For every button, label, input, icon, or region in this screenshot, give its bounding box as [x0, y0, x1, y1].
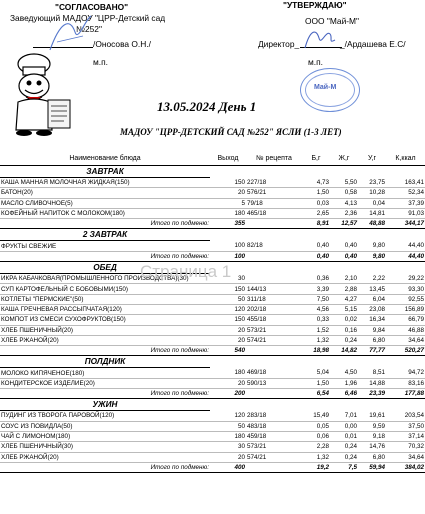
- dish-name-cell: ФРУКТЫ СВЕЖИЕ: [0, 241, 210, 251]
- value-cell: 455/18: [246, 315, 302, 325]
- director-label: Директор_: [258, 39, 300, 49]
- col-header-output: Выход: [210, 151, 246, 166]
- menu-table: [0, 151, 425, 473]
- value-cell: 2,88: [330, 284, 358, 294]
- value-cell: 37,39: [386, 198, 425, 208]
- total-label-cell: Итого по подменю:: [0, 219, 210, 229]
- col-header-dish: Наименование блюда: [0, 151, 210, 166]
- value-cell: 30: [210, 442, 246, 452]
- value-cell: 0,24: [330, 452, 358, 462]
- value-cell: 9,18: [358, 431, 386, 441]
- value-cell: 0,24: [330, 335, 358, 345]
- value-cell: 150: [210, 315, 246, 325]
- table-row: [0, 188, 425, 198]
- section-title: ОБЕД: [0, 262, 210, 274]
- section-row: [0, 166, 425, 178]
- table-row: [0, 442, 425, 452]
- total-value-cell: 344,17: [386, 219, 425, 229]
- total-value-cell: 0,40: [302, 251, 330, 261]
- value-cell: 1,96: [330, 378, 358, 388]
- dish-name-cell: КАША ГРЕЧНЕВАЯ РАССЫПЧАТАЯ(120): [0, 304, 210, 314]
- value-cell: 0,16: [330, 325, 358, 335]
- value-cell: 46,88: [386, 325, 425, 335]
- total-label-cell: Итого по подменю:: [0, 389, 210, 399]
- table-row: [0, 198, 425, 208]
- value-cell: 1,50: [302, 188, 330, 198]
- value-cell: 4,73: [302, 178, 330, 188]
- value-cell: 0,02: [330, 315, 358, 325]
- total-value-cell: 14,82: [330, 346, 358, 356]
- value-cell: 469/18: [246, 368, 302, 378]
- value-cell: 70,32: [386, 442, 425, 452]
- total-value-cell: [246, 462, 302, 472]
- value-cell: 94,72: [386, 368, 425, 378]
- signature-right: [302, 26, 338, 52]
- value-cell: 459/18: [246, 431, 302, 441]
- value-cell: 4,56: [302, 304, 330, 314]
- value-cell: 30: [210, 274, 246, 284]
- section-row: [0, 399, 425, 411]
- value-cell: 1,32: [302, 335, 330, 345]
- value-cell: 0,03: [302, 198, 330, 208]
- table-row: [0, 274, 425, 284]
- value-cell: 163,41: [386, 178, 425, 188]
- section-row: [0, 262, 425, 274]
- value-cell: 0,04: [358, 198, 386, 208]
- total-value-cell: 19,2: [302, 462, 330, 472]
- mp-left: м.п.: [93, 57, 108, 67]
- total-value-cell: 400: [210, 462, 246, 472]
- total-label-cell: Итого по подменю:: [0, 346, 210, 356]
- value-cell: 6,04: [358, 294, 386, 304]
- value-cell: 0,58: [330, 188, 358, 198]
- org-left-number: №252": [76, 24, 102, 34]
- value-cell: 2,10: [330, 274, 358, 284]
- total-value-cell: [246, 389, 302, 399]
- value-cell: 144/13: [246, 284, 302, 294]
- total-value-cell: 77,77: [358, 346, 386, 356]
- institution-title: МАДОУ "ЦРР-ДЕТСКИЙ САД №252" ЯСЛИ (1-3 ЛЕТ): [120, 127, 342, 137]
- value-cell: 465/18: [246, 208, 302, 218]
- total-label-cell: Итого по подменю:: [0, 462, 210, 472]
- total-label-cell: Итого по подменю:: [0, 251, 210, 261]
- total-value-cell: 8,91: [302, 219, 330, 229]
- value-cell: 4,50: [330, 368, 358, 378]
- value-cell: 10,28: [358, 188, 386, 198]
- dish-name-cell: МОЛОКО КИПЯЧЕНОЕ(180): [0, 368, 210, 378]
- value-cell: 82/18: [246, 241, 302, 251]
- value-cell: 4,27: [330, 294, 358, 304]
- value-cell: 79/18: [246, 198, 302, 208]
- value-cell: 180: [210, 431, 246, 441]
- value-cell: 2,36: [330, 208, 358, 218]
- total-value-cell: [246, 251, 302, 261]
- dish-name-cell: БАТОН(20): [0, 188, 210, 198]
- dish-name-cell: СОУС ИЗ ПОВИДЛА(50): [0, 421, 210, 431]
- total-value-cell: 200: [210, 389, 246, 399]
- table-row: [0, 294, 425, 304]
- value-cell: 3,39: [302, 284, 330, 294]
- total-value-cell: 540: [210, 346, 246, 356]
- table-row: [0, 378, 425, 388]
- value-cell: 20: [210, 452, 246, 462]
- value-cell: 0,40: [302, 241, 330, 251]
- value-cell: 9,59: [358, 421, 386, 431]
- page-watermark: Страница 1: [140, 262, 232, 281]
- approved-right-heading: "УТВЕРЖДАЮ": [283, 0, 347, 10]
- total-row: [0, 389, 425, 399]
- table-row: [0, 284, 425, 294]
- dish-name-cell: ПУДИНГ ИЗ ТВОРОГА ПАРОВОЙ(120): [0, 411, 210, 421]
- table-row: [0, 241, 425, 251]
- value-cell: 573/21: [246, 442, 302, 452]
- value-cell: 34,64: [386, 335, 425, 345]
- dish-name-cell: СУП КАРТОФЕЛЬНЫЙ С БОБОВЫМИ(150): [0, 284, 210, 294]
- section-title: 2 ЗАВТРАК: [0, 229, 210, 241]
- dish-name-cell: ХЛЕБ ПШЕНИЧНЫЙ(30): [0, 442, 210, 452]
- value-cell: 37,50: [386, 421, 425, 431]
- value-cell: 5: [210, 198, 246, 208]
- value-cell: 180: [210, 368, 246, 378]
- stamp: [300, 68, 360, 112]
- value-cell: 8,51: [358, 368, 386, 378]
- chef-mascot-icon: [4, 50, 76, 138]
- value-cell: 83,16: [386, 378, 425, 388]
- value-cell: 15,49: [302, 411, 330, 421]
- value-cell: 6,80: [358, 335, 386, 345]
- table-row: [0, 431, 425, 441]
- section-title: ПОЛДНИК: [0, 356, 210, 368]
- sign-left-name: /Оносова О.Н./: [93, 39, 151, 49]
- signature-left: [45, 12, 95, 54]
- value-cell: 50: [210, 421, 246, 431]
- dish-name-cell: ХЛЕБ РЖАНОЙ(20): [0, 335, 210, 345]
- value-cell: 29,22: [386, 274, 425, 284]
- value-cell: 576/21: [246, 188, 302, 198]
- value-cell: 23,75: [358, 178, 386, 188]
- table-row: [0, 421, 425, 431]
- dish-name-cell: КОФЕЙНЫЙ НАПИТОК С МОЛОКОМ(180): [0, 208, 210, 218]
- value-cell: 9,80: [358, 241, 386, 251]
- value-cell: 120: [210, 304, 246, 314]
- value-cell: 20: [210, 325, 246, 335]
- total-value-cell: 100: [210, 251, 246, 261]
- total-value-cell: 520,27: [386, 346, 425, 356]
- value-cell: 23,08: [358, 304, 386, 314]
- col-header-protein: Б,г: [302, 151, 330, 166]
- sign-right-name: _/Ардашева Е.С/: [340, 39, 406, 49]
- table-row: [0, 411, 425, 421]
- total-value-cell: 7,5: [330, 462, 358, 472]
- total-value-cell: 6,46: [330, 389, 358, 399]
- total-value-cell: 0,40: [330, 251, 358, 261]
- total-row: [0, 251, 425, 261]
- table-header-row: [0, 151, 425, 166]
- value-cell: 150: [210, 284, 246, 294]
- value-cell: 2,65: [302, 208, 330, 218]
- value-cell: 203,54: [386, 411, 425, 421]
- total-value-cell: 355: [210, 219, 246, 229]
- dish-name-cell: КОТЛЕТЫ "ПЕРМСКИЕ"(50): [0, 294, 210, 304]
- stamp-text: Май-М: [314, 84, 337, 91]
- total-value-cell: 44,40: [386, 251, 425, 261]
- value-cell: 0,36: [302, 274, 330, 284]
- value-cell: 1,50: [302, 378, 330, 388]
- table-row: [0, 304, 425, 314]
- total-value-cell: [246, 219, 302, 229]
- value-cell: 7,50: [302, 294, 330, 304]
- value-cell: 91,03: [386, 208, 425, 218]
- org-right-name: ООО "Май-М": [305, 16, 359, 26]
- value-cell: 0,00: [330, 421, 358, 431]
- value-cell: 590/13: [246, 378, 302, 388]
- value-cell: 0,06: [302, 431, 330, 441]
- value-cell: 574/21: [246, 452, 302, 462]
- value-cell: 150: [210, 178, 246, 188]
- value-cell: 14,76: [358, 442, 386, 452]
- total-value-cell: 59,94: [358, 462, 386, 472]
- total-row: [0, 462, 425, 472]
- value-cell: 227/18: [246, 178, 302, 188]
- value-cell: 52,34: [386, 188, 425, 198]
- dish-name-cell: ХЛЕБ ПШЕНИЧНЫЙ(20): [0, 325, 210, 335]
- value-cell: 0,01: [330, 431, 358, 441]
- value-cell: 13,45: [358, 284, 386, 294]
- value-cell: 5,15: [330, 304, 358, 314]
- value-cell: 180: [210, 208, 246, 218]
- value-cell: 1,32: [302, 452, 330, 462]
- value-cell: 311/18: [246, 294, 302, 304]
- total-row: [0, 346, 425, 356]
- dish-name-cell: ХЛЕБ РЖАНОЙ(20): [0, 452, 210, 462]
- value-cell: 9,84: [358, 325, 386, 335]
- value-cell: 100: [210, 241, 246, 251]
- org-left-name: Заведующий МАДОУ "ЦРР-Детский сад: [10, 13, 166, 23]
- value-cell: 0,33: [302, 315, 330, 325]
- value-cell: 120: [210, 411, 246, 421]
- value-cell: 50: [210, 294, 246, 304]
- dish-name-cell: ИКРА КАБАЧКОВАЯ(ПРОМЫШЛЕННОГО ПРОИЗВОДСТВА)(30): [0, 274, 210, 284]
- value-cell: 1,52: [302, 325, 330, 335]
- value-cell: 573/21: [246, 325, 302, 335]
- value-cell: 0,05: [302, 421, 330, 431]
- col-header-carbs: У,г: [358, 151, 386, 166]
- section-row: [0, 356, 425, 368]
- table-row: [0, 315, 425, 325]
- total-value-cell: 12,57: [330, 219, 358, 229]
- col-header-kcal: К,ккал: [386, 151, 425, 166]
- total-value-cell: 9,80: [358, 251, 386, 261]
- total-value-cell: 177,88: [386, 389, 425, 399]
- dish-name-cell: КАША МАННАЯ МОЛОЧНАЯ ЖИДКАЯ(150): [0, 178, 210, 188]
- value-cell: 202/18: [246, 304, 302, 314]
- section-title: УЖИН: [0, 399, 210, 411]
- value-cell: 7,01: [330, 411, 358, 421]
- value-cell: 14,81: [358, 208, 386, 218]
- value-cell: 483/18: [246, 421, 302, 431]
- total-row: [0, 219, 425, 229]
- dish-name-cell: ЧАЙ С ЛИМОНОМ(180): [0, 431, 210, 441]
- col-header-recipe: № рецепта: [246, 151, 302, 166]
- section-row: [0, 229, 425, 241]
- value-cell: 44,40: [386, 241, 425, 251]
- dish-name-cell: КОНДИТЕРСКОЕ ИЗДЕЛИЕ(20): [0, 378, 210, 388]
- total-value-cell: 18,98: [302, 346, 330, 356]
- value-cell: 2,22: [358, 274, 386, 284]
- value-cell: 93,30: [386, 284, 425, 294]
- mp-right: м.п.: [308, 57, 323, 67]
- value-cell: 19,61: [358, 411, 386, 421]
- table-row: [0, 368, 425, 378]
- dish-name-cell: МАСЛО СЛИВОЧНОЕ(5): [0, 198, 210, 208]
- col-header-fat: Ж,г: [330, 151, 358, 166]
- table-row: [0, 335, 425, 345]
- value-cell: 66,79: [386, 315, 425, 325]
- value-cell: 20: [210, 188, 246, 198]
- total-value-cell: 48,88: [358, 219, 386, 229]
- total-value-cell: [246, 346, 302, 356]
- value-cell: 0,40: [330, 241, 358, 251]
- value-cell: 14,88: [358, 378, 386, 388]
- value-cell: 2,28: [302, 442, 330, 452]
- value-cell: 5,04: [302, 368, 330, 378]
- table-row: [0, 452, 425, 462]
- dish-name-cell: КОМПОТ ИЗ СМЕСИ СУХОФРУКТОВ(150): [0, 315, 210, 325]
- approved-left-heading: "СОГЛАСОВАНО": [55, 2, 129, 12]
- value-cell: 4,13: [330, 198, 358, 208]
- value-cell: 574/21: [246, 335, 302, 345]
- total-value-cell: 6,54: [302, 389, 330, 399]
- section-title: ЗАВТРАК: [0, 166, 210, 178]
- value-cell: 156,89: [386, 304, 425, 314]
- value-cell: 0,24: [330, 442, 358, 452]
- table-row: [0, 208, 425, 218]
- total-value-cell: 384,02: [386, 462, 425, 472]
- date-day-title: 13.05.2024 День 1: [157, 99, 257, 114]
- table-row: [0, 325, 425, 335]
- table-row: [0, 178, 425, 188]
- value-cell: 37,14: [386, 431, 425, 441]
- value-cell: 16,34: [358, 315, 386, 325]
- total-value-cell: 23,39: [358, 389, 386, 399]
- value-cell: 6,80: [358, 452, 386, 462]
- value-cell: 20: [210, 335, 246, 345]
- value-cell: [246, 274, 302, 284]
- value-cell: 5,50: [330, 178, 358, 188]
- value-cell: 34,64: [386, 452, 425, 462]
- value-cell: 283/18: [246, 411, 302, 421]
- value-cell: 20: [210, 378, 246, 388]
- value-cell: 92,55: [386, 294, 425, 304]
